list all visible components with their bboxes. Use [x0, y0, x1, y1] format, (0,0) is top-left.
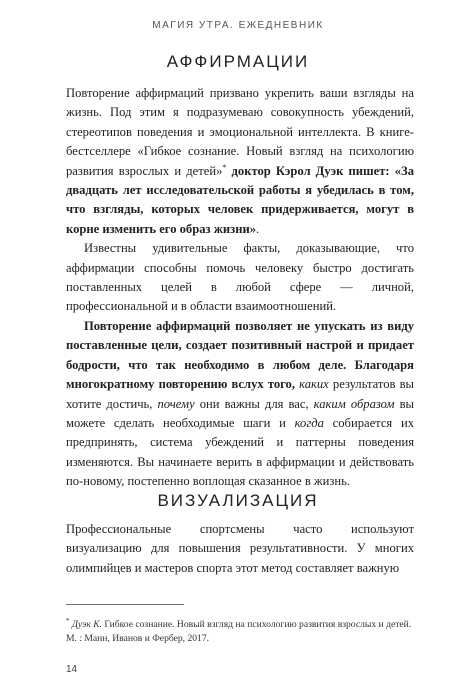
- footnote-author: Дуэк К.: [71, 619, 103, 631]
- section-title-visualization: ВИЗУАЛИЗАЦИЯ: [157, 491, 319, 510]
- page-number: 14: [66, 664, 78, 675]
- italic-text: каким образом: [313, 396, 395, 411]
- text-run: вы можете сделать необходимые шаги и: [66, 396, 414, 430]
- bold-quote: доктор Кэрол Дуэк пишет: «За двадцать лет исследовательской работы я убедилась в том, что взгляды, которых человек придерживается, могут в корне изменить его образ жизни»: [66, 163, 414, 236]
- section-body-visualization: [66, 520, 414, 578]
- footnote-divider: [66, 604, 184, 605]
- bold-text: Повторение аффирмаций позволяет не упускать из виду поставленные цели, создает позитивный настрой и придает бодрости, что так необходимо в любом деле. Благодаря многократному повторению вслух того,: [66, 318, 414, 392]
- text-run: .: [256, 221, 260, 236]
- footnote-text: Гибкое сознание. Новый взгляд на психологию развития взрослых и детей. М. : Манн, Иванов и Фербер, 2017.: [66, 619, 412, 645]
- paragraph: [66, 84, 414, 239]
- text-run: они важны для вас,: [194, 396, 314, 411]
- italic-text: каких: [299, 377, 329, 392]
- footnote-ref: *: [222, 162, 227, 172]
- section-body-affirmations: [66, 84, 414, 492]
- paragraph: Профессиональные спортсмены часто используют визуализацию для повышения результативности. У многих олимпийцев и мастеров спорта этот метод составляет важную: [66, 522, 414, 575]
- italic-text: когда: [294, 415, 324, 430]
- paragraph: Известны удивительные факты, доказывающие, что аффирмации способны помочь человеку быстро достигать поставленных целей в любой сфере — личной, профессиональной и в области взаимоотношений.: [66, 241, 414, 314]
- section-title-affirmations: АФФИРМАЦИИ: [166, 52, 310, 71]
- footnote-mark: *: [66, 617, 70, 625]
- text-run: собирается их предпринять, система убеждений и паттерны поведения изменяются. Вы начинаете верить в аффирмации и действовать по-новому, постепенно воплощая сказанное в жизнь.: [66, 415, 414, 489]
- text-run: результатов вы хотите достичь,: [66, 377, 414, 411]
- text-run: Повторение аффирмаций призвано укрепить ваши взгляды на жизнь. Под этим я подразумеваю совокупность убеждений, стереотипов поведения и эмоциональной интеллекта. В книге-бестселлере «Гибкое сознание. Новый взгляд на психологию развития взрослых и детей»: [66, 86, 414, 178]
- footnote: [66, 614, 414, 646]
- italic-text: почему: [157, 396, 195, 411]
- paragraph: [66, 317, 414, 492]
- running-head: МАГИЯ УТРА. ЕЖЕДНЕВНИК: [152, 20, 324, 31]
